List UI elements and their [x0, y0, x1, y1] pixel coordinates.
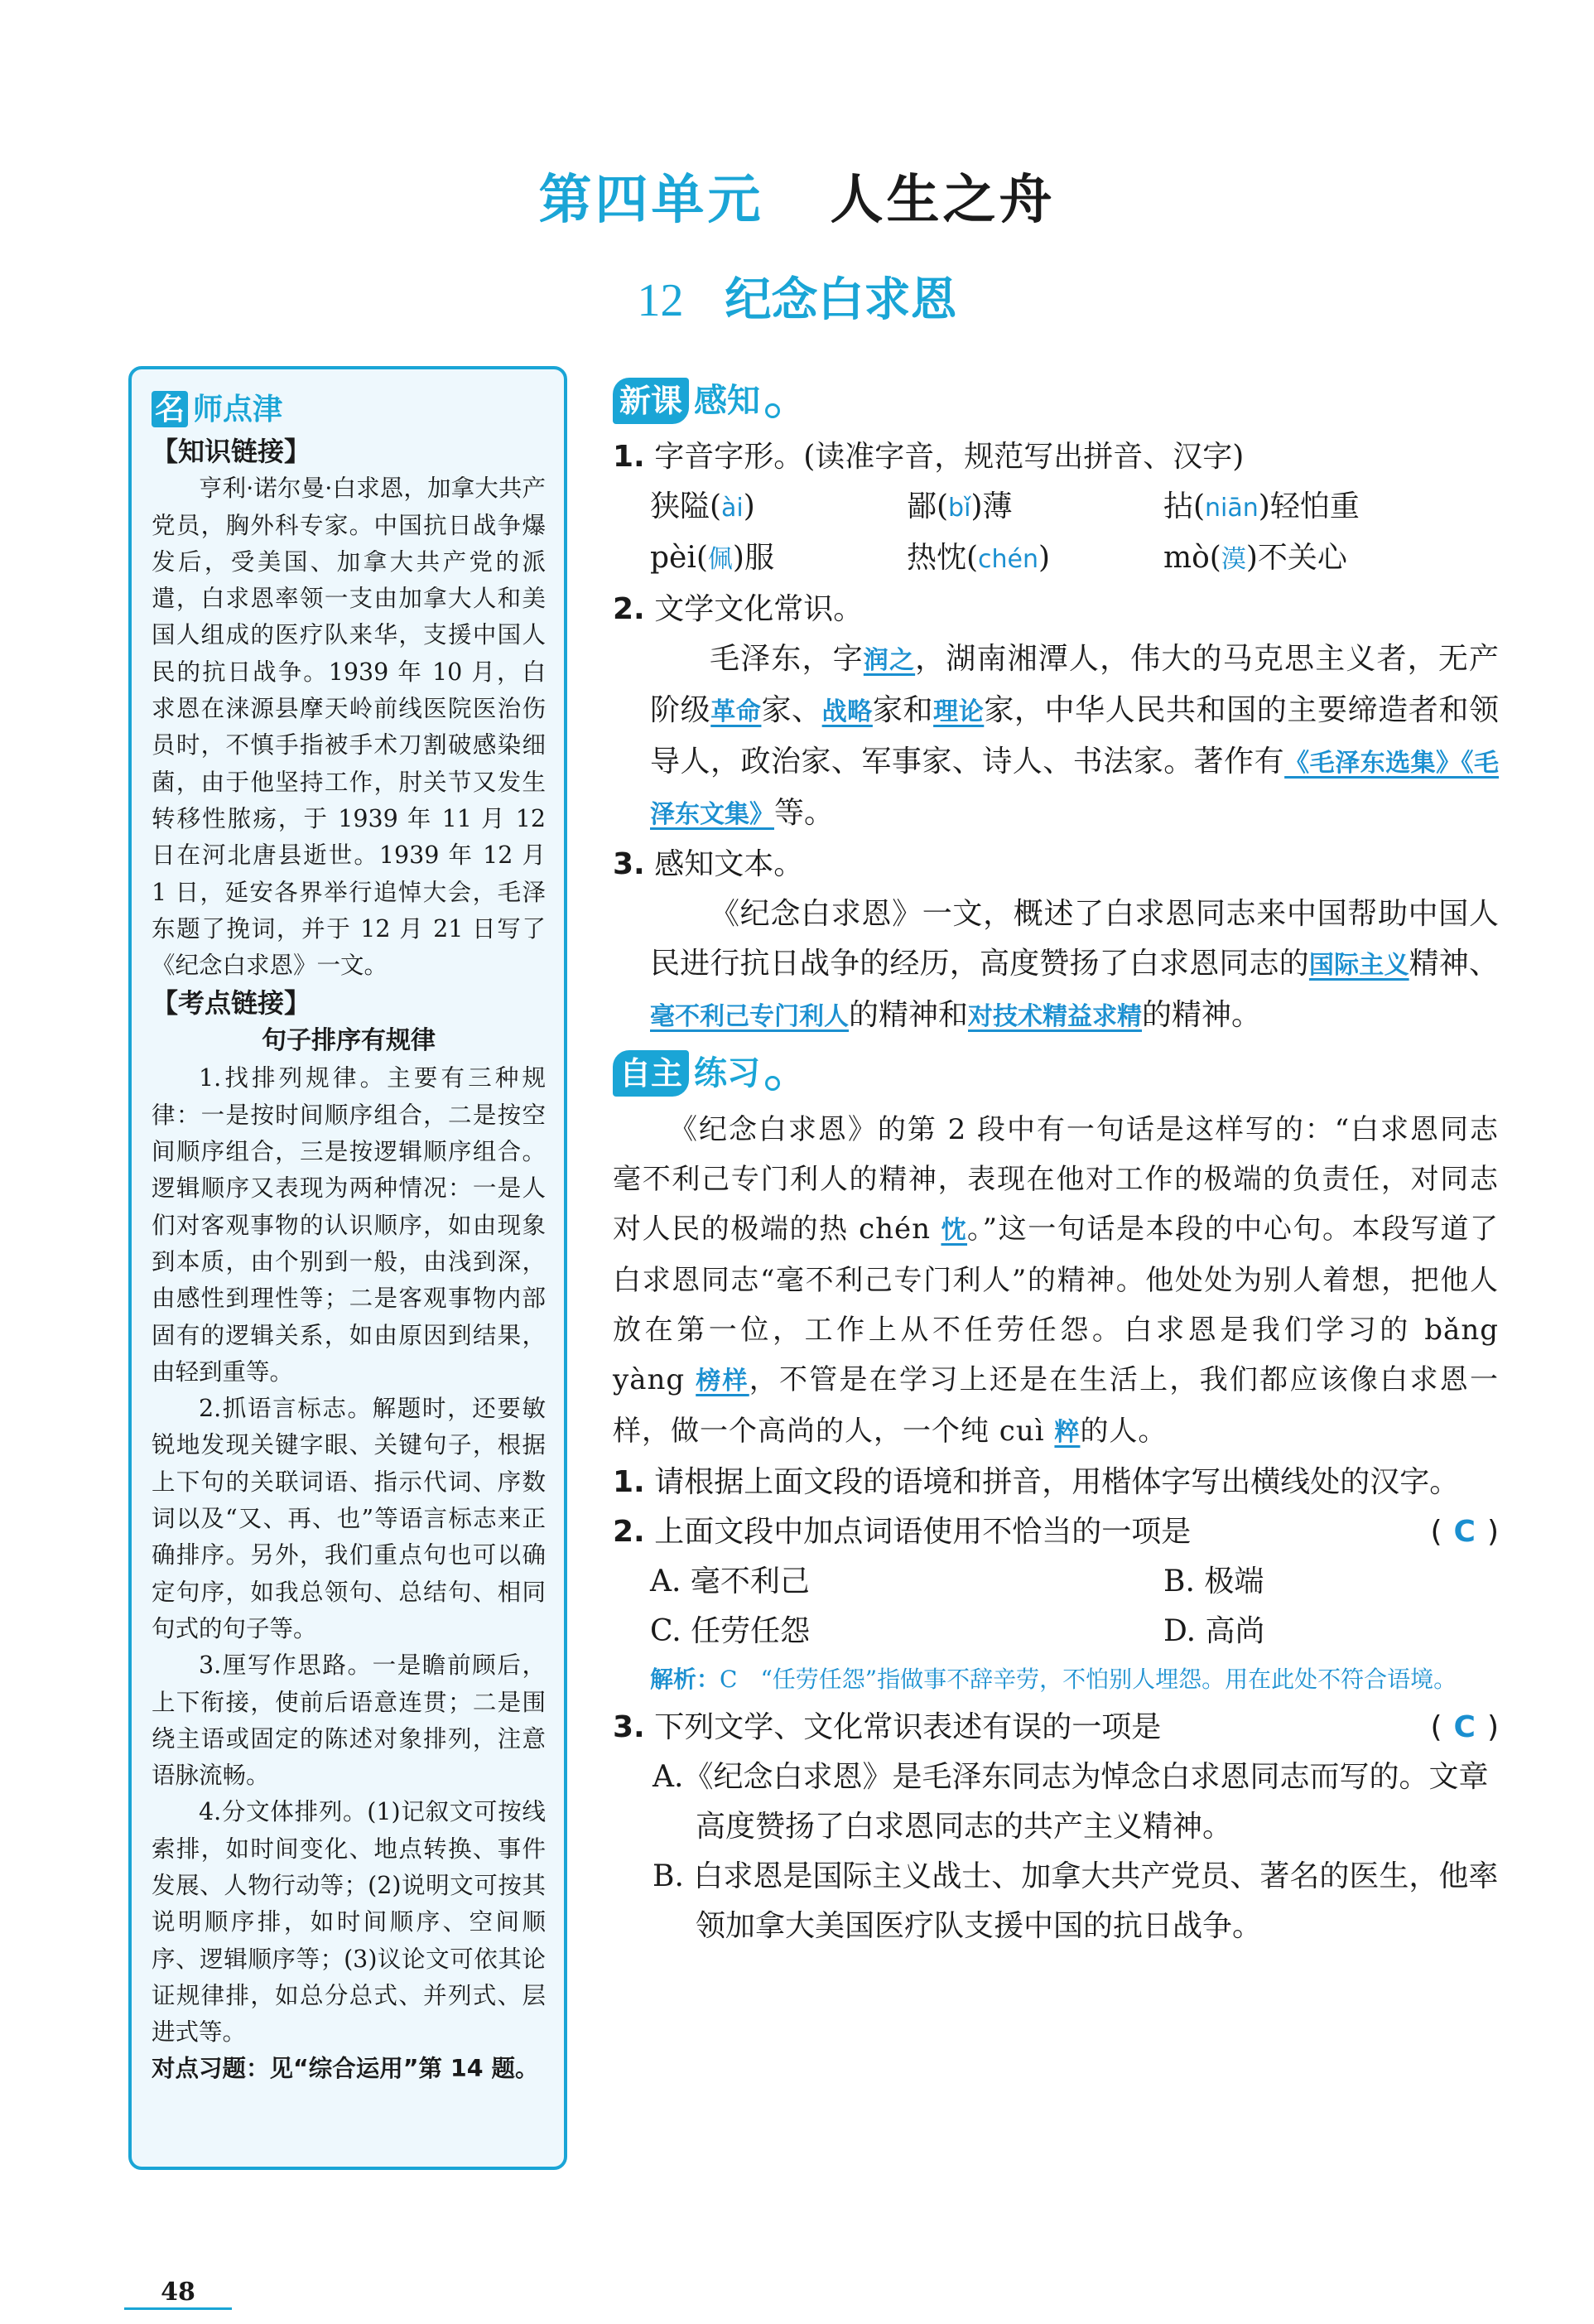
- section-text: 感知: [694, 382, 761, 420]
- circle-dot-icon: [765, 403, 780, 418]
- exam-point: 1.找排列规律。主要有三种规律：一是按时间顺序组合，二是按空间顺序组合，三是按逻辑顺序组合。逻辑顺序又表现为两种情况：一是人们对客观事物的认识顺序，如由现象到本质，由个别到一般，由浅到深，由感性到理性等；二是客观事物内部固有的逻辑关系，如由原因到结果，由轻到重等。: [152, 1064, 546, 1386]
- question-number: 2.: [613, 1515, 645, 1549]
- teacher-tips-sidebar: [128, 366, 567, 2170]
- exam-subtitle: 句子排序有规律: [262, 1026, 436, 1056]
- pinyin-item: 拈(niān)轻怕重: [1163, 489, 1360, 523]
- analysis-note: 解析：C “任劳任怨”指做事不辞辛劳，不怕别人埋怨。用在此处不符合语境。: [650, 1666, 1457, 1693]
- option: C. 任劳任怨: [650, 1614, 811, 1648]
- sidebar-logo: [152, 391, 546, 427]
- section-text: 练习: [694, 1054, 761, 1092]
- perception-paragraph: 《纪念白求恩》一文，概述了白求恩同志来中国帮助中国人民进行抗日战争的经历，高度赞扬了白求恩同志的国际主义精神、毫不利己专门利人的精神和对技术精益求精的精神。: [650, 897, 1499, 1032]
- question-stem: 请根据上面文段的语境和拼音，用楷体字写出横线处的汉字。: [654, 1465, 1460, 1499]
- pinyin-item: 鄙(bǐ)薄: [907, 489, 1013, 523]
- knowledge-link-heading: 【知识链接】: [152, 436, 311, 468]
- answer-bracket: ( C ): [1430, 1710, 1499, 1744]
- option: D. 高尚: [1163, 1614, 1265, 1648]
- practice-reference: 对点习题：见“综合运用”第 14 题。: [152, 2055, 539, 2083]
- sidebar-title: 师点津: [193, 392, 283, 427]
- pinyin-item: mò(漠)不关心: [1163, 541, 1347, 575]
- lesson-name: 纪念白求恩: [725, 273, 957, 327]
- section-box: 新课: [613, 378, 689, 424]
- option: B. 白求恩是国际主义战士、加拿大共产党员、著名的医生，他率领加拿大美国医疗队支援中国的抗日战争。: [653, 1859, 1499, 1943]
- exam-point: 3.厘写作思路。一是瞻前顾后，上下衔接，使前后语意连贯；二是围绕主语或固定的陈述对象排列，注意语脉流畅。: [152, 1651, 546, 1790]
- question-2: [613, 585, 1499, 634]
- question-stem: 感知文本。: [654, 847, 804, 881]
- question-number: 1.: [613, 1465, 645, 1499]
- pinyin-row-2: [613, 533, 1499, 585]
- main-content: [613, 369, 1499, 1951]
- question-3: [613, 840, 1499, 890]
- answer-choice: C: [1453, 1515, 1476, 1549]
- unit-label: 第四单元: [538, 169, 764, 231]
- unit-theme: 人生之舟: [830, 169, 1056, 231]
- pinyin-item: 狭隘(ài): [650, 489, 755, 523]
- answer-bracket: ( C ): [1430, 1515, 1499, 1549]
- pinyin-item: pèi(佩)服: [650, 541, 774, 575]
- question-number: 2.: [613, 592, 645, 626]
- literature-paragraph: 毛泽东，字润之，湖南湘潭人，伟大的马克思主义者，无产阶级革命家、战略家和理论家，中华人民共和国的主要缔造者和领导人，政治家、军事家、诗人、书法家。著作有《毛泽东选集》《毛泽东文集》等。: [650, 642, 1499, 830]
- option: A.《纪念白求恩》是毛泽东同志为悼念白求恩同志而写的。文章高度赞扬了白求恩同志的共产主义精神。: [653, 1760, 1489, 1844]
- exam-point: 2.抓语言标志。解题时，还要敏锐地发现关键字眼、关键句子，根据上下句的关联词语、指示代词、序数词以及“又、再、也”等语言标志来正确排序。另外，我们重点句也可以确定句序，如我总领句、总结句、相同句式的句子等。: [152, 1395, 546, 1642]
- option: B. 极端: [1163, 1565, 1264, 1598]
- knowledge-link-text: 亨利·诺尔曼·白求恩，加拿大共产党员，胸外科专家。中国抗日战争爆发后，受美国、加拿大共产党的派遣，白求恩率领一支由加拿大人和美国人组成的医疗队来华，支援中国人民的抗日战争。1939 年 10 月，白求恩在涞源县摩天岭前线医院医治伤员时，不慎手指被手术刀割破感染细菌，由于他坚持工作，肘关节又发生转移性脓疡，于 1939 年 11 月 12 日在河北唐县逝世。1939 年 12 月 1 日，延安各界举行追悼大会，毛泽东题了挽词，并于 12 月 21 日写了《纪念白求恩》一文。: [152, 475, 546, 980]
- circle-dot-icon: [765, 1076, 780, 1091]
- section-self-practice-heading: [613, 1042, 1499, 1105]
- options-row: [613, 1557, 1499, 1607]
- question-stem: 文学文化常识。: [654, 592, 864, 626]
- option: A. 毫不利己: [650, 1565, 810, 1598]
- question-number: 1.: [613, 440, 645, 474]
- sidebar-badge: 名: [152, 391, 188, 427]
- exam-link-heading: 【考点链接】: [152, 987, 311, 1020]
- reading-passage: 《纪念白求恩》的第 2 段中有一句话是这样写的：“白求恩同志毫不利己专门利人的精神，表现在他对工作的极端的负责任，对同志对人民的极端的热 chén 忱。”这一句话是本段的中心句。本段写道了白求恩同志“毫不利己专门利人”的精神。他处处为别人着想，把他人放在第一位，工作上从不任劳任怨。白求恩是我们学习的 bǎng yàng 榜样，不管是在学习上还是在生活上，我们都应该像白求恩一样，做一个高尚的人，一个纯 cuì 粹的人。: [613, 1113, 1500, 1448]
- unit-title: [0, 157, 1594, 234]
- section-new-lesson-heading: [613, 369, 1499, 432]
- options-row: [613, 1607, 1499, 1656]
- exercise-2: [613, 1507, 1499, 1557]
- question-number: 3.: [613, 1710, 645, 1744]
- question-stem: 上面文段中加点词语使用不恰当的一项是: [654, 1515, 1192, 1549]
- pinyin-row-1: [613, 482, 1499, 533]
- exercise-1: [613, 1458, 1499, 1507]
- question-number: 3.: [613, 847, 645, 881]
- lesson-title: [0, 263, 1594, 330]
- question-stem: 字音字形。(读准字音，规范写出拼音、汉字): [654, 440, 1245, 474]
- question-1: [613, 432, 1499, 482]
- lesson-number: 12: [637, 275, 684, 326]
- question-stem: 下列文学、文化常识表述有误的一项是: [654, 1710, 1162, 1744]
- section-box: 自主: [613, 1050, 689, 1097]
- answer-choice: C: [1453, 1710, 1476, 1744]
- exam-point: 4.分文体排列。(1)记叙文可按线索排，如时间变化、地点转换、事件发展、人物行动等；(2)说明文可按其说明顺序排，如时间顺序、空间顺序、逻辑顺序等；(3)议论文可依其论证规律排，如总分总式、并列式、层进式等。: [152, 1798, 546, 2047]
- page-number: 48: [124, 2278, 232, 2310]
- pinyin-item: 热忱(chén): [907, 541, 1051, 575]
- exercise-3: [613, 1703, 1499, 1753]
